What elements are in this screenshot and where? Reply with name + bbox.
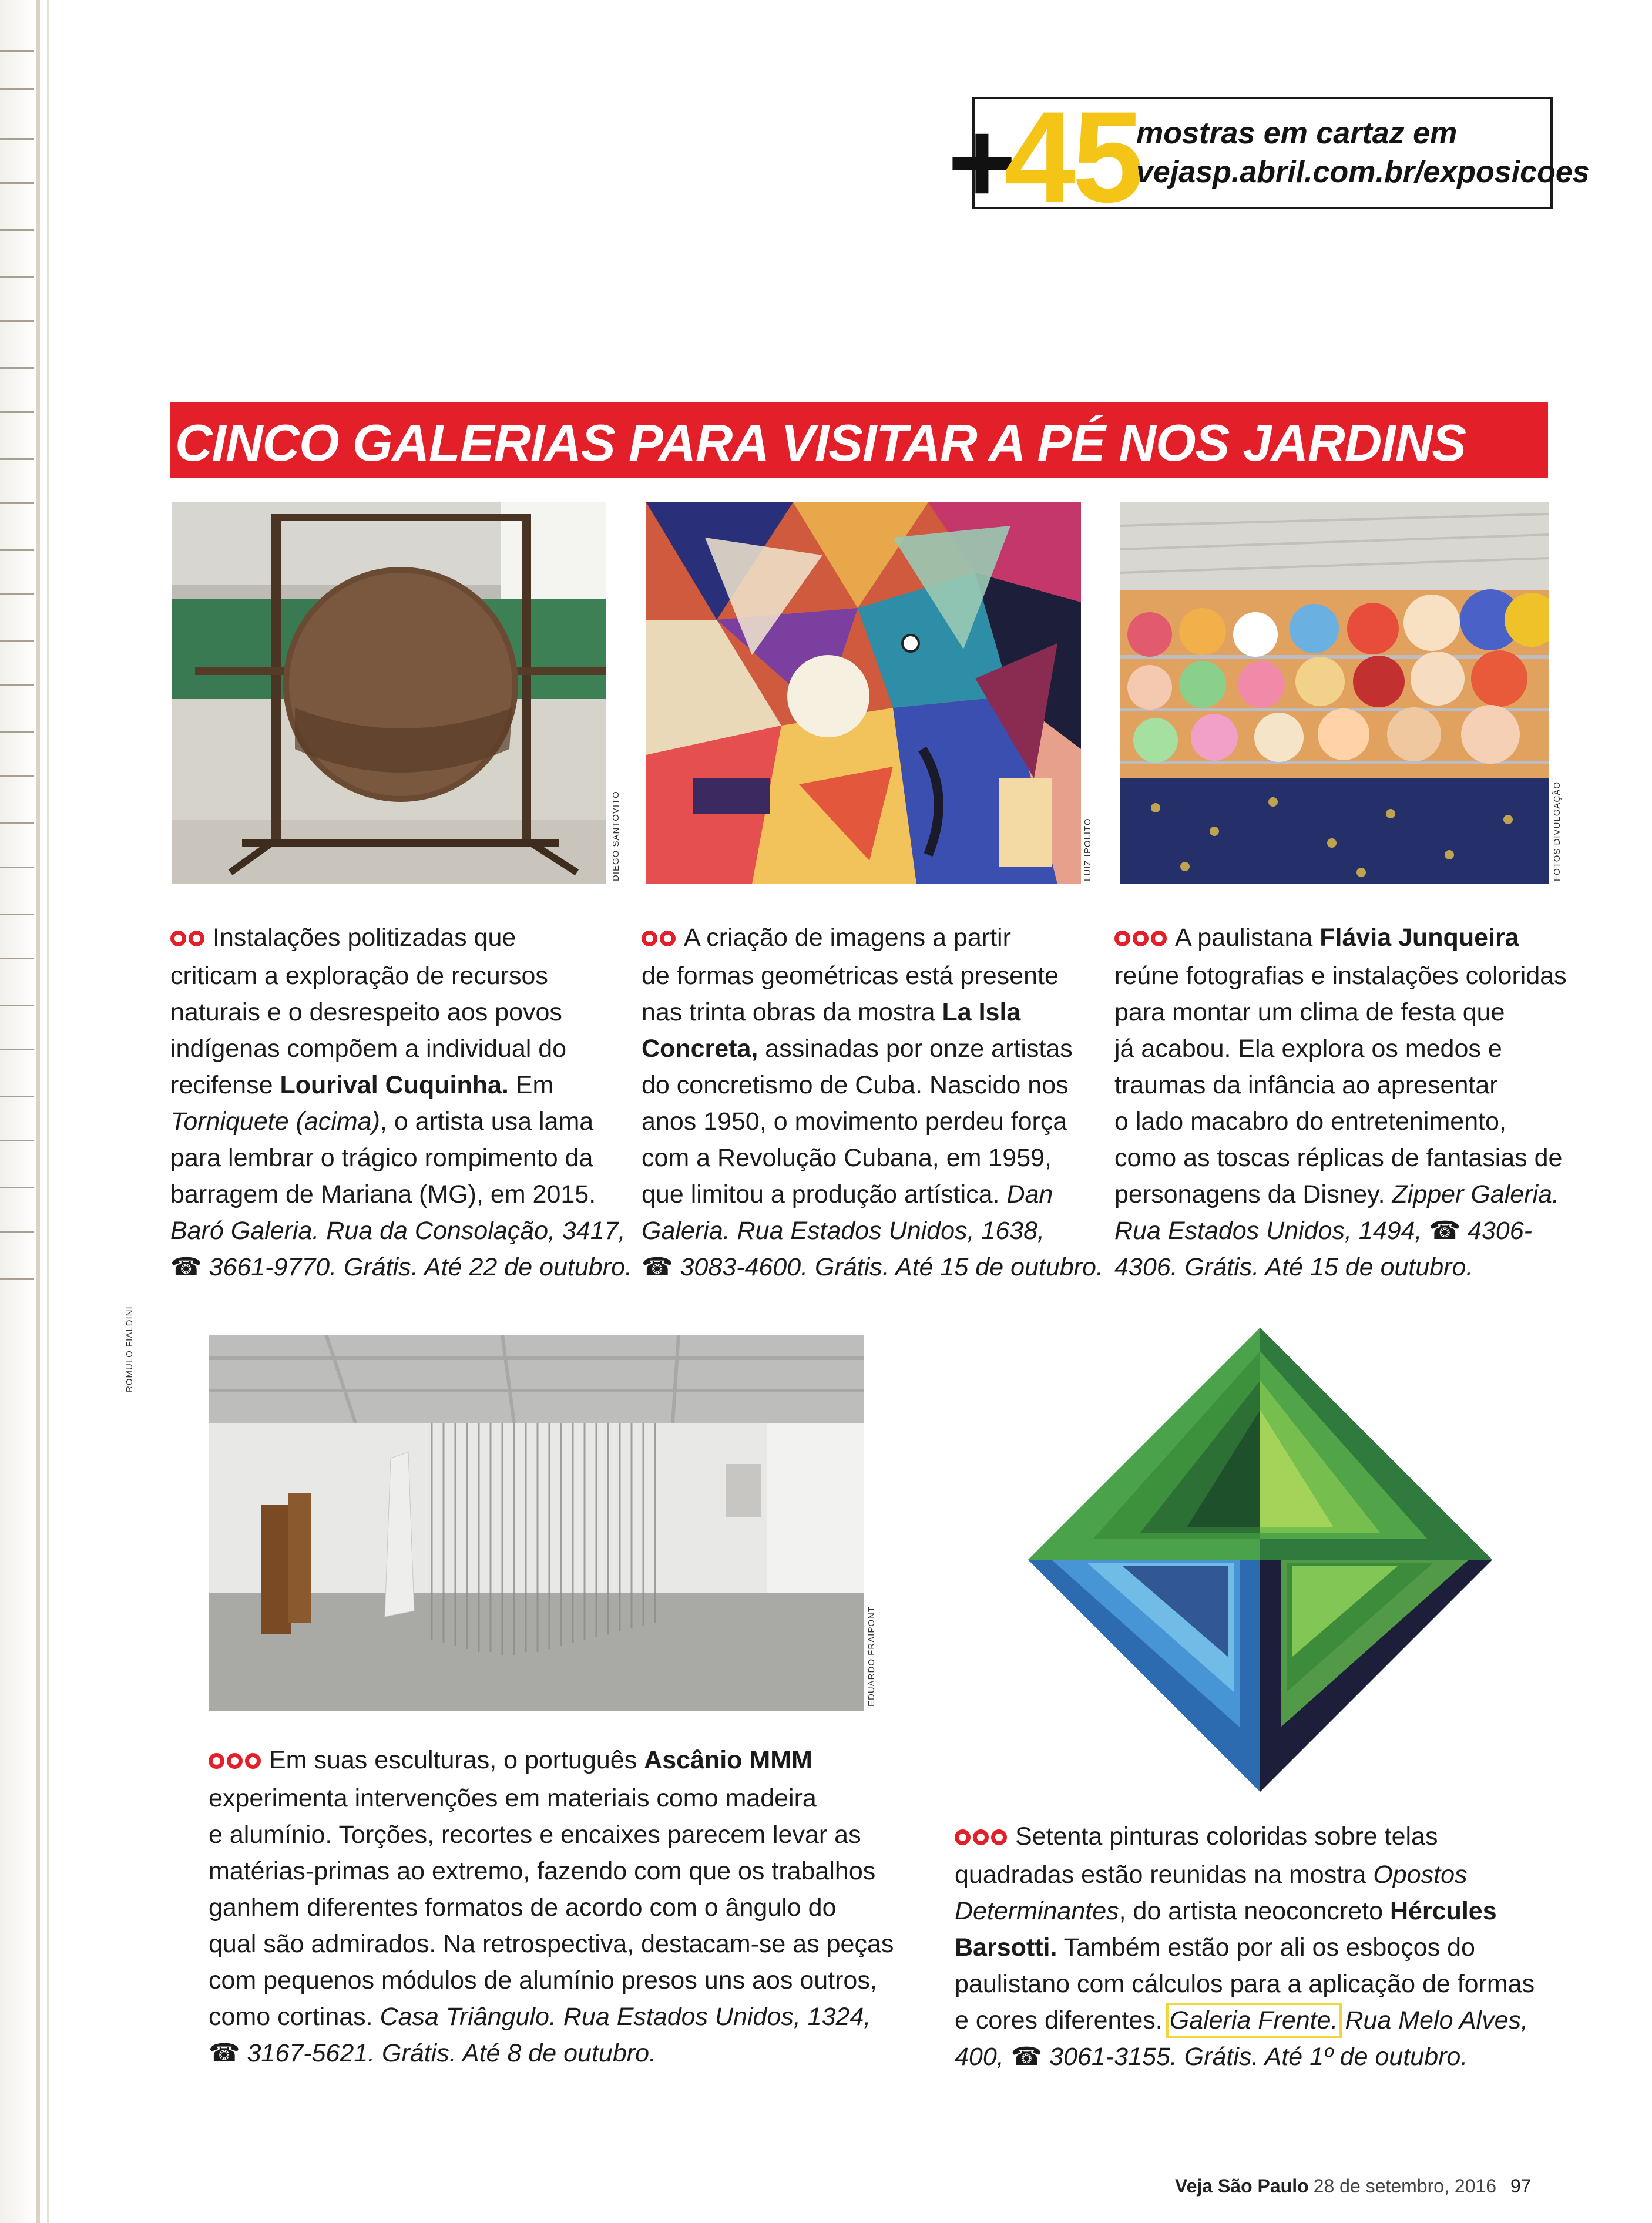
photo-credit-3: FOTOS DIVULGAÇÃO xyxy=(1552,781,1562,881)
binding-tick xyxy=(0,1096,34,1097)
diamond-painting-illustration xyxy=(1016,1316,1504,1804)
rating xyxy=(209,1744,263,1780)
caption-text: paulistano com cálculos para a aplicação de formas xyxy=(955,1969,1535,1998)
venue-phone: 4306- xyxy=(1467,1216,1532,1245)
photo-credit-binding: ROMULO FIALDINI xyxy=(125,1306,135,1392)
binding-tick xyxy=(0,549,34,551)
caption-text: e alumínio. Torções, recortes e encaixes parecem levar as xyxy=(209,1820,861,1849)
venue-phone-dates: 4306. Grátis. Até 15 de outubro. xyxy=(1114,1252,1473,1281)
binding-tick xyxy=(0,1187,34,1188)
caption-text: que limitou a produção artística. xyxy=(642,1180,1007,1208)
caption-text: como cortinas. xyxy=(209,2002,380,2031)
binding-tick xyxy=(0,731,34,733)
rating xyxy=(170,921,207,958)
rating-circle-icon xyxy=(227,1753,243,1769)
binding-tick xyxy=(0,1005,34,1006)
venue-phone-dates: 3661-9770. Grátis. Até 22 de outubro. xyxy=(209,1252,632,1281)
binding-tick xyxy=(0,320,34,322)
caption-ascanio-mmm xyxy=(209,1742,894,2071)
geometric-painting-illustration xyxy=(646,502,1081,884)
binding-fold xyxy=(36,0,40,2223)
artist-name: Hércules xyxy=(1389,1896,1497,1925)
caption-text: Em xyxy=(508,1070,554,1099)
exhibition-title: Determinantes xyxy=(955,1896,1119,1925)
caption-text: com a Revolução Cubana, em 1959, xyxy=(642,1143,1052,1172)
binding-tick xyxy=(0,684,34,686)
binding-tick xyxy=(0,1231,34,1233)
artist-name: Flávia Junqueira xyxy=(1319,924,1519,952)
binding-tick xyxy=(0,88,34,90)
caption-lourival-cuquinha xyxy=(170,919,632,1285)
caption-text: recifense xyxy=(170,1070,280,1099)
binding-tick xyxy=(0,458,34,460)
binding-tick xyxy=(0,867,34,868)
exhibition-title: La Isla xyxy=(942,998,1021,1026)
venue-info: Baró Galeria. Rua da Consolação, 3417, xyxy=(170,1216,626,1245)
promo-plus: + xyxy=(948,97,1016,228)
binding-tick xyxy=(0,640,34,642)
caption-text: Instalações politizadas que xyxy=(213,924,516,952)
caption-text: anos 1950, o movimento perdeu força xyxy=(642,1107,1067,1136)
caption-text: com pequenos módulos de alumínio presos uns aos outros, xyxy=(209,1966,877,1994)
binding-tick xyxy=(0,1140,34,1141)
rating-circle-icon xyxy=(660,931,676,946)
caption-text: experimenta intervenções em materiais como madeira xyxy=(209,1784,817,1812)
caption-text: , do artista neoconcreto xyxy=(1119,1896,1390,1925)
binding-tick xyxy=(0,138,34,140)
binding-tick xyxy=(0,1278,34,1280)
caption-text: A criação de imagens a partir xyxy=(684,924,1011,952)
exhibition-title: Opostos xyxy=(1373,1860,1468,1889)
venue-info: Dan xyxy=(1006,1180,1053,1208)
binding-tick xyxy=(0,593,34,595)
venue-info: Galeria. Rua Estados Unidos, 1638, xyxy=(642,1216,1045,1245)
promo-text-line1: mostras em cartaz em xyxy=(1136,116,1458,150)
venue-phone-dates: 3061-3155. Grátis. Até 1º de outubro. xyxy=(1049,2042,1468,2071)
caption-text: e cores diferentes. xyxy=(955,2006,1170,2034)
caption-text: A paulistana xyxy=(1175,924,1320,952)
photo-la-isla-concreta xyxy=(646,502,1081,884)
page-footer xyxy=(1175,2175,1532,2197)
page-number: 97 xyxy=(1510,2175,1532,2197)
rating-circle-icon xyxy=(189,931,204,946)
rating xyxy=(955,1820,1009,1856)
section-title: CINCO GALERIAS PARA VISITAR A PÉ NOS JARDINS xyxy=(175,414,1466,472)
issue-date: 28 de setembro, 2016 xyxy=(1313,2175,1496,2197)
rating-circle-icon xyxy=(991,1829,1007,1845)
caption-text: criticam a exploração de recursos xyxy=(170,961,548,990)
binding-tick xyxy=(0,276,34,278)
photo-credit-1: DIEGO SANTOVITO xyxy=(611,791,621,881)
caption-text: assinadas por onze artistas xyxy=(758,1034,1073,1063)
rating-circle-icon xyxy=(1114,931,1130,946)
caption-text: do concretismo de Cuba. Nascido nos xyxy=(642,1070,1069,1099)
caption-text: para montar um clima de festa que xyxy=(1114,998,1505,1026)
page-binding-edge xyxy=(0,0,49,2223)
caption-text: o lado macabro do entretenimento, xyxy=(1114,1107,1506,1136)
caption-text: barragem de Mariana (MG), em 2015. xyxy=(170,1180,596,1208)
caption-text: ganhem diferentes formatos de acordo com o ângulo do xyxy=(209,1893,837,1922)
caption-text: quadradas estão reunidas na mostra xyxy=(955,1860,1374,1889)
binding-tick xyxy=(0,229,34,231)
artist-name: Lourival Cuquinha. xyxy=(280,1070,509,1099)
binding-tick xyxy=(0,367,34,369)
venue-info: Zipper Galeria. xyxy=(1392,1180,1559,1208)
caption-text: , o artista usa lama xyxy=(380,1107,594,1136)
caption-text: Setenta pinturas coloridas sobre telas xyxy=(1015,1822,1438,1851)
binding-tick xyxy=(0,958,34,959)
character-masks-illustration xyxy=(1120,502,1549,884)
venue-info: Rua Estados Unidos, 1494, xyxy=(1114,1216,1422,1245)
phone-icon: ☎ xyxy=(642,1252,680,1281)
venue-info: Rua Melo Alves, xyxy=(1338,2006,1528,2034)
venue-info: Casa Triângulo. Rua Estados Unidos, 1324, xyxy=(380,2002,871,2031)
caption-text: já acabou. Ela explora os medos e xyxy=(1114,1034,1502,1063)
caption-flavia-junqueira xyxy=(1114,919,1567,1285)
caption-text: indígenas compõem a individual do xyxy=(170,1034,567,1063)
rating xyxy=(1114,921,1169,958)
caption-text: matérias-primas ao extremo, fazendo com que os trabalhos xyxy=(209,1856,876,1885)
phone-icon: ☎ xyxy=(1003,2042,1050,2071)
venue-phone-dates: 3167-5621. Grátis. Até 8 de outubro. xyxy=(247,2039,656,2067)
phone-icon: ☎ xyxy=(1422,1216,1468,1245)
rating-circle-icon xyxy=(245,1753,261,1769)
binding-tick xyxy=(0,411,34,413)
artist-name: Ascânio MMM xyxy=(644,1746,812,1774)
gallery-installation-illustration xyxy=(209,1335,864,1711)
venue-highlight: Galeria Frente. xyxy=(1169,2006,1338,2034)
photo-casa-triangulo xyxy=(209,1335,864,1711)
caption-text: reúne fotografias e instalações coloridas xyxy=(1114,961,1567,990)
promo-count: 45 xyxy=(1004,85,1141,229)
exhibition-title: Concreta, xyxy=(642,1034,758,1063)
binding-tick xyxy=(0,1049,34,1050)
promo-link[interactable]: vejasp.abril.com.br/exposicoes xyxy=(1136,155,1590,189)
caption-text: nas trinta obras da mostra xyxy=(642,998,942,1026)
binding-tick xyxy=(0,775,34,777)
binding-tick xyxy=(0,182,34,184)
rating-circle-icon xyxy=(973,1829,989,1845)
caption-text: Em suas esculturas, o português xyxy=(269,1746,644,1774)
caption-la-isla-concreta xyxy=(642,919,1103,1285)
rating-circle-icon xyxy=(642,931,657,946)
caption-text: traumas da infância ao apresentar xyxy=(1114,1070,1498,1099)
caption-text: qual são admirados. Na retrospectiva, destacam-se as peças xyxy=(209,1929,894,1958)
caption-text: de formas geométricas está presente xyxy=(642,961,1059,990)
caption-text: personagens da Disney. xyxy=(1114,1180,1392,1208)
photo-credit-4: EDUARDO FRAIPONT xyxy=(867,1606,877,1707)
rating xyxy=(642,921,678,958)
binding-tick xyxy=(0,50,34,52)
rating-circle-icon xyxy=(1133,931,1149,946)
caption-text: Também estão por ali os esboços do xyxy=(1057,1933,1475,1962)
venue-info: 400, xyxy=(955,2042,1004,2071)
venue-phone-dates: 3083-4600. Grátis. Até 15 de outubro. xyxy=(680,1252,1103,1281)
rating-circle-icon xyxy=(209,1753,224,1769)
photo-opostos-determinantes xyxy=(1016,1316,1504,1804)
photo-credit-2: LUIZ IPOLITO xyxy=(1083,818,1093,881)
caption-text: naturais e o desrespeito aos povos xyxy=(170,998,562,1026)
caption-text: como as toscas réplicas de fantasias de xyxy=(1114,1143,1563,1172)
phone-icon: ☎ xyxy=(209,2039,247,2067)
rating-circle-icon xyxy=(955,1829,971,1845)
binding-tick xyxy=(0,822,34,824)
binding-tick xyxy=(0,914,34,915)
artist-name: Barsotti. xyxy=(955,1933,1057,1962)
section-header xyxy=(170,402,1548,478)
torniquete-illustration xyxy=(172,502,606,884)
phone-icon: ☎ xyxy=(170,1252,209,1281)
rating-circle-icon xyxy=(170,931,186,946)
caption-hercules-barsotti xyxy=(955,1818,1535,2075)
caption-text: para lembrar o trágico rompimento da xyxy=(170,1143,593,1172)
photo-torniquete xyxy=(172,502,606,884)
rating-circle-icon xyxy=(1151,931,1167,946)
binding-tick xyxy=(0,502,34,504)
promo-box[interactable] xyxy=(948,85,1590,229)
magazine-name: Veja São Paulo xyxy=(1175,2175,1309,2197)
photo-zipper-galeria xyxy=(1120,502,1549,884)
artwork-title: Torniquete (acima) xyxy=(170,1107,380,1136)
